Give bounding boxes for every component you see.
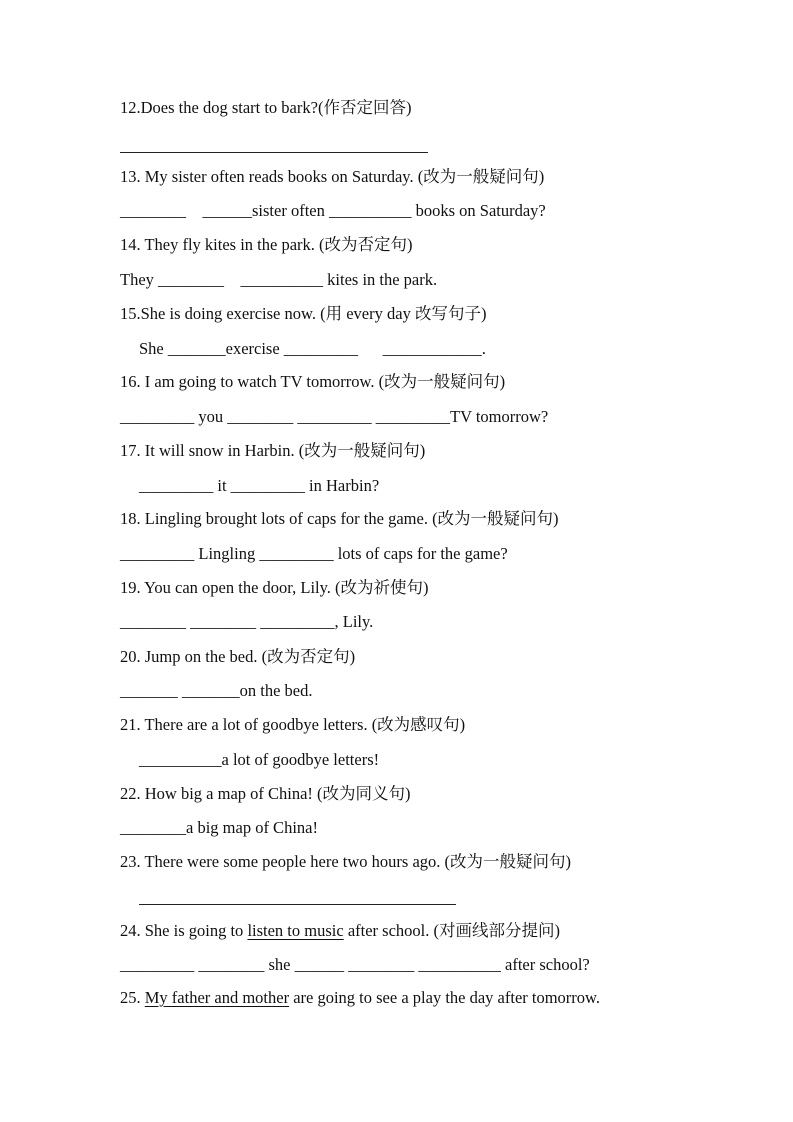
question-12-prompt: 12.Does the dog start to bark?(作否定回答): [120, 98, 412, 117]
question-24-prompt-before: 24. She is going to: [120, 921, 248, 940]
question-19-answer[interactable]: ________ ________ _________, Lily.: [120, 612, 374, 631]
question-14-prompt: 14. They fly kites in the park. (改为否定句): [120, 235, 413, 254]
question-24-underlined-part: listen to music: [247, 921, 344, 940]
question-23-prompt: 23. There were some people here two hours ago. (改为一般疑问句): [120, 852, 572, 871]
question-22-answer[interactable]: ________a big map of China!: [120, 818, 318, 837]
question-18-prompt: 18. Lingling brought lots of caps for the game. (改为一般疑问句): [120, 509, 559, 528]
question-21-prompt: 21. There are a lot of goodbye letters. (改为感叹句): [120, 715, 466, 734]
question-25-prompt-after: are going to see a play the day after tomorrow.: [289, 988, 601, 1007]
question-20-answer[interactable]: _______ _______on the bed.: [120, 681, 313, 700]
question-24-prompt: [120, 921, 560, 941]
question-24-prompt-after: after school. (对画线部分提问): [343, 921, 560, 940]
question-17-answer[interactable]: _________ it _________ in Harbin?: [139, 476, 380, 495]
question-17-prompt: 17. It will snow in Harbin. (改为一般疑问句): [120, 441, 426, 460]
question-20-prompt: 20. Jump on the bed. (改为否定句): [120, 647, 356, 666]
question-19-prompt: 19. You can open the door, Lily. (改为祈使句): [120, 578, 429, 597]
question-24-answer[interactable]: _________ ________ she ______ ________ __________ after school?: [120, 955, 590, 974]
question-14-answer[interactable]: They ________ __________ kites in the park.: [120, 270, 438, 289]
question-25-prompt: [120, 988, 600, 1008]
question-25-prompt-before: 25.: [120, 988, 145, 1007]
question-16-prompt: 16. I am going to watch TV tomorrow. (改为一般疑问句): [120, 372, 506, 391]
question-23-answer-blank[interactable]: [139, 904, 456, 905]
question-22-prompt: 22. How big a map of China! (改为同义句): [120, 784, 411, 803]
question-13-answer[interactable]: ________ ______sister often __________ books on Saturday?: [120, 201, 546, 220]
question-13-prompt: 13. My sister often reads books on Saturday. (改为一般疑问句): [120, 167, 545, 186]
question-21-answer[interactable]: __________a lot of goodbye letters!: [139, 750, 380, 769]
question-25-underlined-part: My father and mother: [144, 988, 290, 1007]
question-16-answer[interactable]: _________ you ________ _________ _________TV tomorrow?: [120, 407, 549, 426]
question-15-prompt: 15.She is doing exercise now. (用 every day 改写句子): [120, 304, 487, 323]
question-12-answer-blank[interactable]: [120, 152, 428, 153]
question-18-answer[interactable]: _________ Lingling _________ lots of caps for the game?: [120, 544, 508, 563]
question-15-answer[interactable]: She _______exercise _________ ____________.: [139, 339, 486, 358]
